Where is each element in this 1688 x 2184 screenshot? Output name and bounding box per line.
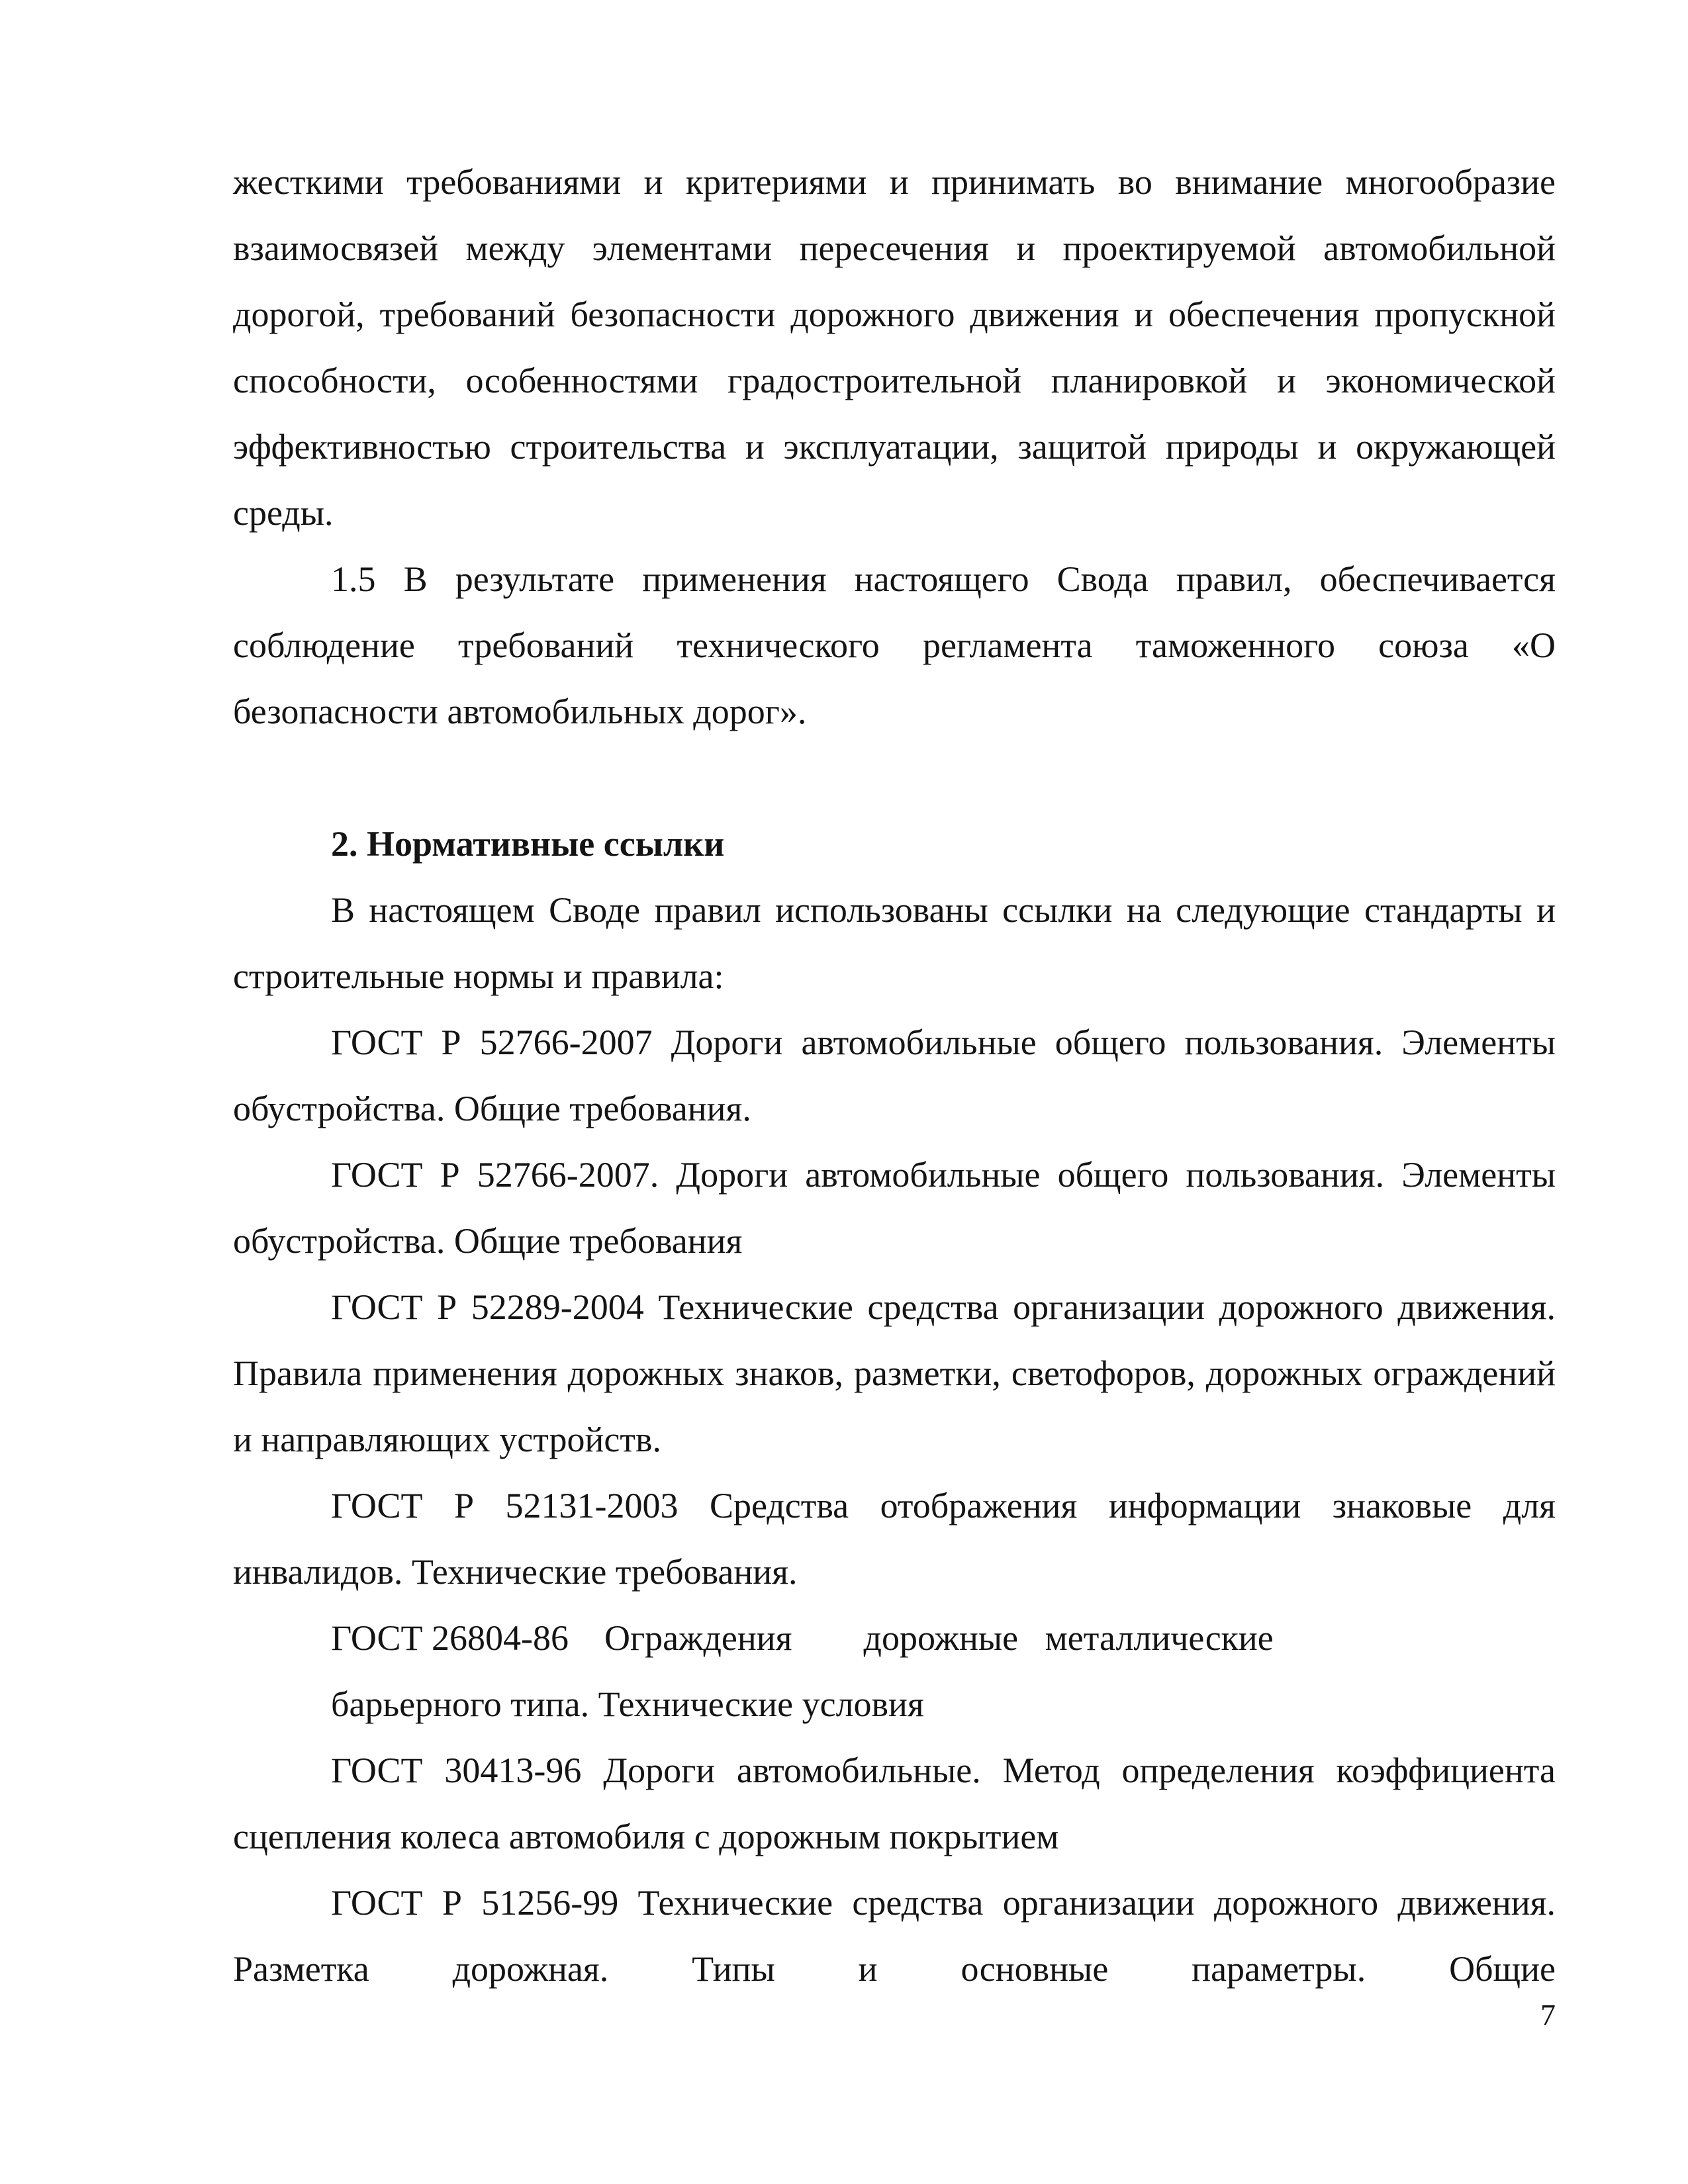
reference-item: ГОСТ Р 52766-2007 Дороги автомобильные общего пользования. Элементы обустройства. Общие требования.	[233, 1023, 1556, 1128]
reference-item: ГОСТ Р 52289-2004 Технические средства организации дорожного движения. Правила применения дорожных знаков, разметки, светофоров, дорожных ограждений и направляющих устройств.	[233, 1287, 1556, 1459]
section-heading: 2. Нормативные ссылки	[331, 824, 725, 864]
reference-item-line: барьерного типа. Технические условия	[331, 1684, 924, 1724]
paragraph-1-5: 1.5 В результате применения настоящего Свода правил, обеспечивается соблюдение требований технического регламента таможенного союза «О безопасности автомобильных дорог».	[233, 559, 1556, 731]
reference-item: ГОСТ Р 52131-2003 Средства отображения информации знаковые для инвалидов. Технические требования.	[233, 1486, 1556, 1592]
section-intro: В настоящем Своде правил использованы ссылки на следующие стандарты и строительные нормы и правила:	[233, 890, 1556, 996]
reference-item: ГОСТ Р 51256-99 Технические средства организации дорожного движения. Разметка дорожная. Типы и основные параметры. Общие	[233, 1883, 1556, 1989]
reference-item-line: ГОСТ 26804-86 Ограждения дорожные металлические	[331, 1618, 1274, 1658]
reference-item: ГОСТ Р 52766-2007. Дороги автомобильные общего пользования. Элементы обустройства. Общие требования	[233, 1155, 1556, 1261]
reference-item: ГОСТ 30413-96 Дороги автомобильные. Метод определения коэффициента сцепления колеса автомобиля с дорожным покрытием	[233, 1751, 1556, 1856]
page-content	[233, 149, 1556, 2002]
page-number: 7	[1540, 1998, 1556, 2032]
paragraph-continuation: жесткими требованиями и критериями и принимать во внимание многообразие взаимосвязей между элементами пересечения и проектируемой автомобильной дорогой, требований безопасности дорожного движения и обеспечения пропускной способности, особенностями градостроительной планировкой и экономической эффективностью строительства и эксплуатации, защитой природы и окружающей среды.	[233, 162, 1556, 533]
